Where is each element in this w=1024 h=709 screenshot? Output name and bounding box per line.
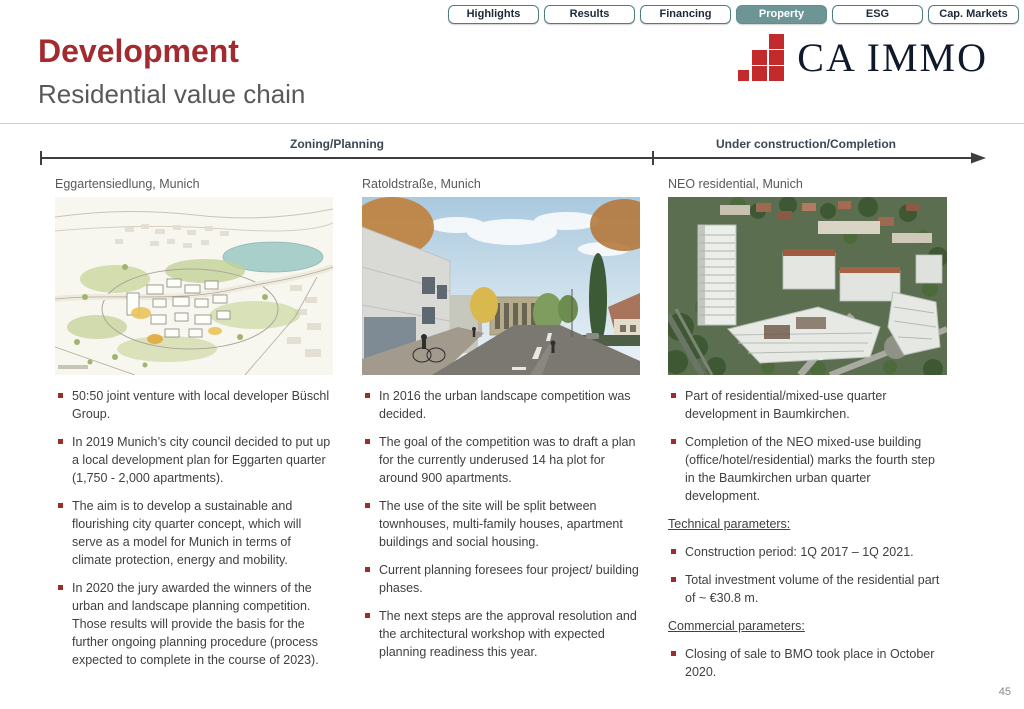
parameter-heading: Commercial parameters: xyxy=(668,619,805,633)
bullet-text: In 2019 Munich’s city council decided to put up a local development plan for Eggarten quarter (1,750 - 2,000 apartments). xyxy=(72,435,331,485)
page-number: 45 xyxy=(998,686,1011,698)
tab-cap-markets[interactable]: Cap. Markets xyxy=(928,5,1019,24)
tab-results[interactable]: Results xyxy=(544,5,635,24)
bullet-text: The next steps are the approval resolution and the architectural workshop with expected planning readiness this year. xyxy=(379,609,637,659)
bullet-text: In 2020 the jury awarded the winners of the urban and landscape planning competition. Those results will provide the basis for the further ongoing planning procedure (process expected to complete in the course of 2023). xyxy=(72,581,319,667)
bullet-item xyxy=(362,607,640,661)
bullet-square-icon xyxy=(365,567,370,572)
column-title: Eggartensiedlung, Munich xyxy=(55,177,200,191)
bullet-square-icon xyxy=(671,577,676,582)
bullet-square-icon xyxy=(365,439,370,444)
bullet-item xyxy=(668,645,947,681)
bullet-square-icon xyxy=(58,393,63,398)
tab-highlights[interactable]: Highlights xyxy=(448,5,539,24)
bullet-text: The goal of the competition was to draft a plan for the currently underused 14 ha plot for around 900 apartments. xyxy=(379,435,636,485)
bullet-text: In 2016 the urban landscape competition was decided. xyxy=(379,389,631,421)
column-title: Ratoldstraße, Munich xyxy=(362,177,481,191)
header-divider xyxy=(0,123,1024,124)
bullet-item xyxy=(668,543,947,561)
column-content xyxy=(55,387,333,669)
column xyxy=(668,177,947,691)
page-title: Development xyxy=(38,33,239,69)
bullet-text: The use of the site will be split between townhouses, multi-family houses, apartment buildings and social housing. xyxy=(379,499,623,549)
tab-property[interactable]: Property xyxy=(736,5,827,24)
phase-label-construction: Under construction/Completion xyxy=(716,137,896,151)
logo-text: CA IMMO xyxy=(797,35,988,80)
neo-residential-image xyxy=(668,197,947,375)
bullet-square-icon xyxy=(671,549,676,554)
bullet-text: The aim is to develop a sustainable and flourishing city quarter concept, which will serve as a model for Munich in terms of climate protection, energy and mobility. xyxy=(72,499,302,567)
column-content xyxy=(362,387,640,661)
ratoldstrasse-image xyxy=(362,197,640,375)
tab-esg[interactable]: ESG xyxy=(832,5,923,24)
bullet-item xyxy=(668,433,947,505)
bullet-square-icon xyxy=(365,393,370,398)
bullet-item xyxy=(362,387,640,423)
bullet-square-icon xyxy=(58,585,63,590)
street-rendering-image xyxy=(362,197,640,375)
ca-immo-logo xyxy=(735,33,988,83)
bullet-item xyxy=(362,433,640,487)
bullet-text: Part of residential/mixed-use quarter development in Baumkirchen. xyxy=(685,389,887,421)
column-title: NEO residential, Munich xyxy=(668,177,803,191)
column xyxy=(55,177,333,679)
bullet-square-icon xyxy=(671,439,676,444)
bullet-square-icon xyxy=(58,503,63,508)
aerial-photo-image xyxy=(668,197,947,375)
phase-label-zoning: Zoning/Planning xyxy=(290,137,384,151)
bullet-text: Current planning foresees four project/ building phases. xyxy=(379,563,639,595)
bullet-text: Total investment volume of the residential part of ~ €30.8 m. xyxy=(685,573,940,605)
page-subtitle: Residential value chain xyxy=(38,79,306,109)
bullet-item xyxy=(55,433,333,487)
bullet-item xyxy=(668,387,947,423)
eggartensiedlung-image xyxy=(55,197,333,375)
bullet-item xyxy=(55,387,333,423)
bullet-square-icon xyxy=(365,613,370,618)
logo-squares-icon xyxy=(735,33,785,83)
bullet-item xyxy=(55,579,333,669)
bullet-square-icon xyxy=(671,393,676,398)
aerial-masterplan-sketch-image xyxy=(55,197,333,375)
bullet-square-icon xyxy=(365,503,370,508)
column xyxy=(362,177,640,671)
parameter-heading: Technical parameters: xyxy=(668,517,791,531)
bullet-square-icon xyxy=(671,651,676,656)
tab-bar xyxy=(448,5,1019,24)
bullet-item xyxy=(55,497,333,569)
bullet-square-icon xyxy=(58,439,63,444)
bullet-item xyxy=(362,497,640,551)
bullet-item xyxy=(668,571,947,607)
column-content xyxy=(668,387,947,681)
bullet-text: Completion of the NEO mixed-use building (office/hotel/residential) marks the fourth step in the Baumkirchen urban quarter development. xyxy=(685,435,935,503)
bullet-item xyxy=(362,561,640,597)
tab-financing[interactable]: Financing xyxy=(640,5,731,24)
bullet-text: Construction period: 1Q 2017 – 1Q 2021. xyxy=(685,545,914,559)
bullet-text: Closing of sale to BMO took place in October 2020. xyxy=(685,647,935,679)
bullet-text: 50:50 joint venture with local developer Büschl Group. xyxy=(72,389,330,421)
